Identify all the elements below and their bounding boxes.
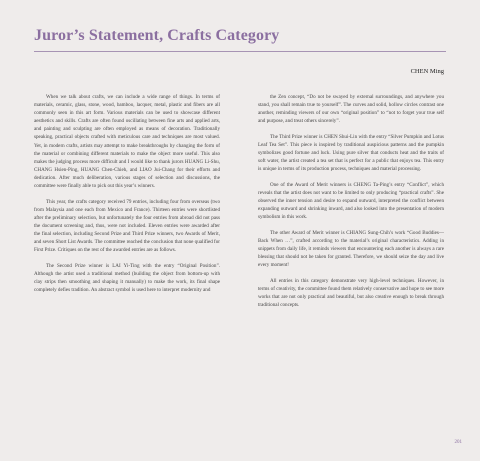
paragraph: All entries in this category demonstrate very high-level techniques. However, in terms of creativity, the committee found them relatively conservative and hope to see more works that are not only practical and beautiful, but also creative enough to break through traditional concepts. <box>258 278 444 309</box>
paragraph: When we talk about crafts, we can include a wide range of things. In terms of materials, ceramic, glass, stone, wood, bamboo, lacquer, metal, plastic and fibers are all commonly seen in this art form. Various materials can be used to showcase different aesthetics and skills. Crafts are often found oscillating between fine arts and applied arts, and painting and sculpting are often employed as means of decoration. Traditionally speaking, practical objects crafted with meticulous care and techniques are most valued. Yet, in modern crafts, artists may attempt to make breakthroughs by changing the form of the material or combining different materials to make the object more useful. This also makes the judging process more difficult and I would like to thank jurors HUANG Li-Shu, CHANG Hsien-Ping, HUANG Chen-Chieh, and LIAO Jui-Chang for their efforts and dedication. After much deliberation, various stages of selection and discussions, the committee were finally able to pick out this year’s winners. <box>34 94 220 190</box>
author-name: CHEN Ming <box>410 68 444 75</box>
paragraph: This year, the crafts category received 79 entries, including four from overseas (two from Malaysia and one each from Mexico and France). Thirteen entries were shortlisted after the preliminary selection, but unfortunately the four entries from abroad did not pass the document screening and, thus, were not included. Eleven entries were awarded after the final selection, including Second Prize and Third Prize winners, two Awards of Merit, and seven Short List Awards. The committee reached the conclusion that none qualified for First Prize. Critiques on the rest of the awarded entries are as follows. <box>34 198 220 254</box>
page-title: Juror’s Statement, Crafts Category <box>34 27 280 44</box>
right-column <box>258 93 444 317</box>
paragraph: The Third Prize winner is CHEN Shui-Lin with the entry “Silver Pumpkin and Lotus Leaf Tea Set”. This piece is inspired by traditional auspicious patterns and the pumpkin symbolizes good fortune and luck. Using pure silver that conducts heat and the traits of soft water, the artist created a tea set that is perfect for a public that enjoys tea. This entry is unique in terms of its production process, techniques and material processing. <box>258 133 444 173</box>
paragraph: One of the Award of Merit winners is CHENG Ta-Ping’s entry “Conflict”, which reveals that the artist does not want to be limited to only producing “practical crafts”. She observed the inner tension and desire to expand outward, interpreted the conflict between expanding outward and shrinking inward, and also looked into the presentation of modern symbolism in this work. <box>258 182 444 221</box>
paragraph: The other Award of Merit winner is CHIANG Sung-Chih’s work “Good Buddies—Back When …”, crafted according to the material’s original characteristics. Adding in snippets from daily life, it reminds viewers that encountering each another is always a rare blessing that should not be taken for granted. Therefore, we should seize the day and live every moment! <box>258 230 444 269</box>
title-divider <box>34 51 446 52</box>
page-number: 201 <box>454 440 462 445</box>
paragraph: The Second Prize winner is LAI Yi-Ting with the entry “Original Position”. Although the artist used a traditional method (building the object from bottom-up with clay strips then smoothing and shaping it manually) to make the work, its final shape completely defies tradition. An abstract symbol is used here to interpret modernity and <box>34 262 220 294</box>
left-column <box>34 93 220 302</box>
paragraph: the Zen concept, “Do not be swayed by external surroundings, and anywhere you stand, you shall remain true to yourself”. The curves and solid, hollow circles contrast one another, reminding viewers of our own “original position” to “not to forget your true self and purpose, and treat others sincerely”. <box>258 94 444 125</box>
